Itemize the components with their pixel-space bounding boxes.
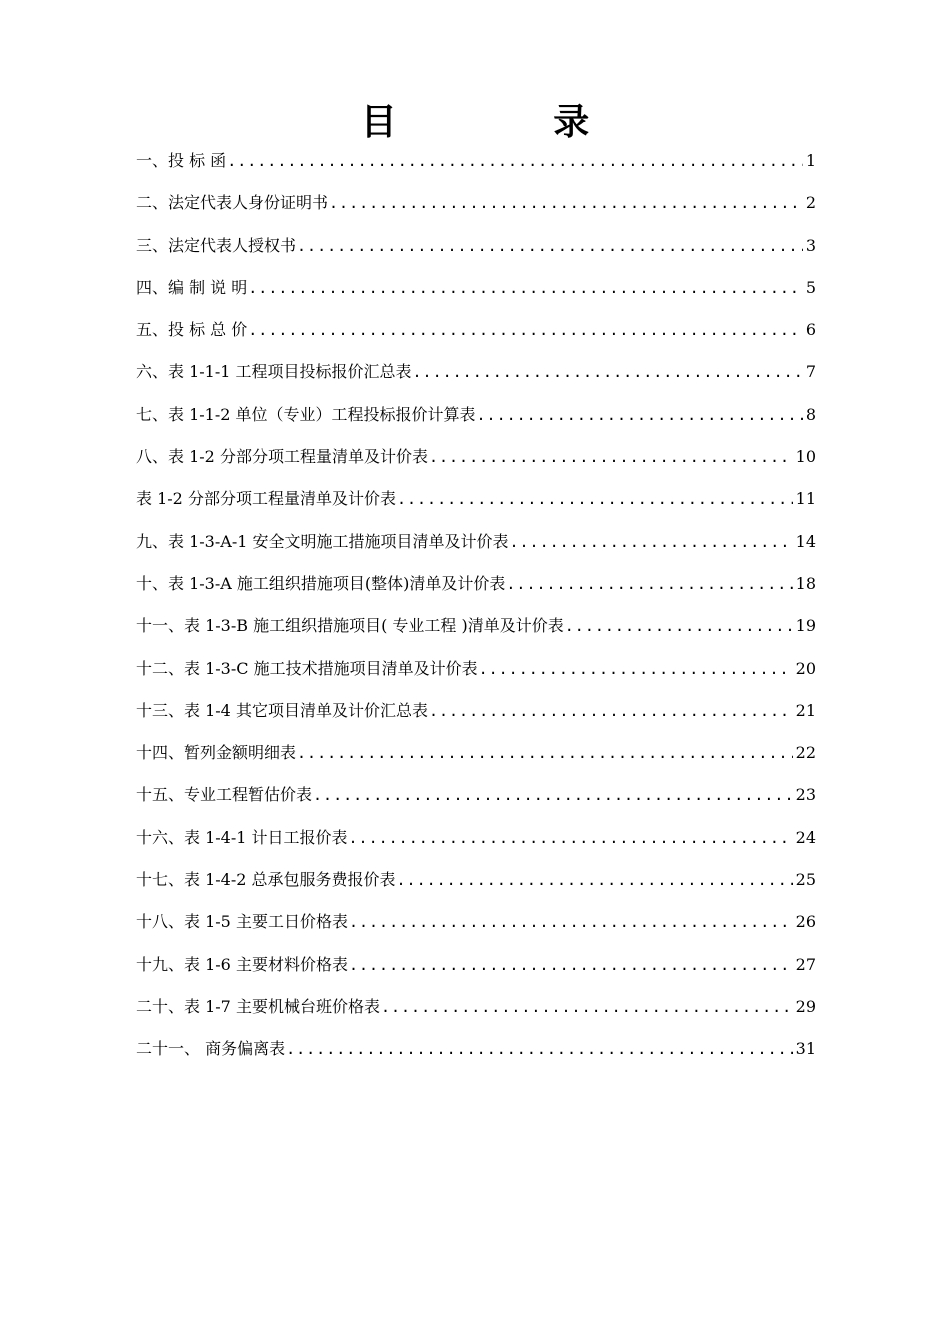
toc-entry[interactable] [136, 774, 816, 816]
toc-entry[interactable] [136, 521, 816, 563]
table-of-contents [136, 140, 816, 1071]
toc-entry-text: 十、表 1-3-A 施工组织措施项目(整体)清单及计价表 [136, 573, 506, 593]
toc-leader-dots [510, 521, 793, 563]
toc-leader-dots [506, 563, 792, 605]
toc-entry-page: 6 [805, 320, 816, 340]
toc-entry-page: 31 [795, 1039, 816, 1059]
toc-entry-text: 六、表 1-1-1 工程项目投标报价汇总表 [136, 362, 412, 382]
toc-entry[interactable] [136, 478, 816, 520]
toc-leader-dots [413, 351, 803, 393]
toc-entry[interactable] [136, 690, 816, 732]
toc-leader-dots [479, 648, 793, 690]
toc-entry-text: 十九、表 1-6 主要材料价格表 [136, 954, 348, 974]
toc-entry-text: 十七、表 1-4-2 总承包服务费报价表 [136, 870, 396, 890]
toc-entry[interactable] [136, 225, 816, 267]
toc-entry-page: 18 [795, 573, 816, 593]
toc-entry[interactable] [136, 648, 816, 690]
toc-entry-text: 十八、表 1-5 主要工日价格表 [136, 912, 348, 932]
toc-entry-text: 二十一、 商务偏离表 [136, 1039, 286, 1059]
toc-entry[interactable] [136, 605, 816, 647]
toc-entry-text: 十六、表 1-4-1 计日工报价表 [136, 827, 348, 847]
toc-leader-dots [349, 901, 793, 943]
toc-entry[interactable] [136, 1028, 816, 1070]
toc-entry-page: 23 [795, 785, 816, 805]
toc-entry-page: 25 [795, 870, 816, 890]
toc-entry[interactable] [136, 309, 816, 351]
toc-entry-page: 20 [795, 658, 816, 678]
toc-entry[interactable] [136, 817, 816, 859]
toc-entry[interactable] [136, 732, 816, 774]
page-title: 目 录 [360, 101, 662, 143]
toc-entry-text: 九、表 1-3-A-1 安全文明施工措施项目清单及计价表 [136, 531, 509, 551]
toc-entry[interactable] [136, 394, 816, 436]
toc-entry-page: 14 [795, 531, 816, 551]
toc-entry-page: 21 [795, 700, 816, 720]
toc-leader-dots [429, 436, 793, 478]
toc-entry[interactable] [136, 140, 816, 182]
toc-entry-page: 26 [795, 912, 816, 932]
toc-entry[interactable] [136, 267, 816, 309]
toc-leader-dots [329, 182, 803, 224]
toc-leader-dots [349, 944, 793, 986]
toc-entry-page: 27 [795, 954, 816, 974]
toc-entry-text: 三、法定代表人授权书 [136, 235, 297, 255]
toc-entry-text: 二十、表 1-7 主要机械台班价格表 [136, 996, 380, 1016]
toc-entry-page: 11 [795, 489, 816, 509]
toc-entry-text: 表 1-2 分部分项工程量清单及计价表 [136, 489, 396, 509]
toc-entry[interactable] [136, 563, 816, 605]
toc-entry-text: 八、表 1-2 分部分项工程量清单及计价表 [136, 447, 428, 467]
toc-leader-dots [429, 690, 793, 732]
toc-entry-page: 2 [805, 193, 816, 213]
toc-entry-text: 七、表 1-1-2 单位（专业）工程投标报价计算表 [136, 404, 476, 424]
toc-entry-page: 22 [795, 743, 816, 763]
toc-entry-page: 7 [805, 362, 816, 382]
toc-entry-page: 10 [795, 447, 816, 467]
toc-entry[interactable] [136, 182, 816, 224]
toc-leader-dots [297, 225, 803, 267]
toc-leader-dots [248, 309, 803, 351]
toc-entry-page: 19 [795, 616, 816, 636]
toc-leader-dots [397, 478, 793, 520]
toc-entry-page: 3 [805, 235, 816, 255]
toc-entry-page: 29 [795, 996, 816, 1016]
toc-entry-page: 1 [805, 151, 816, 170]
toc-entry-text: 一、投 标 函 [136, 151, 227, 170]
toc-entry[interactable] [136, 901, 816, 943]
toc-leader-dots [349, 817, 793, 859]
toc-entry-page: 5 [805, 277, 816, 297]
toc-entry-text: 十四、暂列金额明细表 [136, 743, 297, 763]
toc-leader-dots [286, 1028, 793, 1070]
toc-leader-dots [397, 859, 793, 901]
toc-entry[interactable] [136, 436, 816, 478]
toc-leader-dots [248, 267, 803, 309]
toc-leader-dots [297, 732, 793, 774]
toc-entry[interactable] [136, 986, 816, 1028]
toc-entry-text: 十五、专业工程暂估价表 [136, 785, 313, 805]
toc-leader-dots [313, 774, 793, 816]
toc-entry-text: 十一、表 1-3-B 施工组织措施项目( 专业工程 )清单及计价表 [136, 616, 564, 636]
toc-leader-dots [227, 140, 803, 182]
toc-leader-dots [477, 394, 803, 436]
toc-entry-page: 24 [795, 827, 816, 847]
toc-entry-text: 四、编 制 说 明 [136, 277, 248, 297]
toc-entry-text: 二、法定代表人身份证明书 [136, 193, 329, 213]
toc-entry-page: 8 [805, 404, 816, 424]
toc-leader-dots [565, 605, 793, 647]
toc-entry[interactable] [136, 944, 816, 986]
toc-entry-text: 五、投 标 总 价 [136, 320, 248, 340]
toc-entry[interactable] [136, 351, 816, 393]
toc-entry[interactable] [136, 859, 816, 901]
toc-entry-text: 十二、表 1-3-C 施工技术措施项目清单及计价表 [136, 658, 478, 678]
toc-entry-text: 十三、表 1-4 其它项目清单及计价汇总表 [136, 700, 428, 720]
toc-leader-dots [381, 986, 793, 1028]
